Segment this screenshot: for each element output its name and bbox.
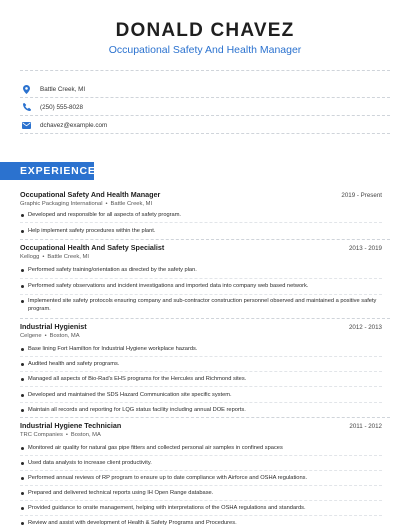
bullet-divider — [20, 294, 382, 295]
job-dates: 2011 - 2012 — [349, 423, 382, 430]
job-company-line: TRC Companies • Boston, MA — [20, 432, 101, 438]
bullet-divider — [20, 278, 382, 279]
location-text: Battle Creek, MI — [40, 85, 86, 93]
list-item: Prepared and delivered technical reports using IH Open Range database. — [28, 490, 382, 498]
bullet-divider — [20, 371, 382, 372]
job-company-line: Kellogg • Battle Creek, MI — [20, 254, 89, 260]
list-item: Help implement safety procedures within the plant. — [28, 228, 382, 236]
job-entry — [20, 421, 382, 526]
job-entry — [20, 243, 382, 312]
job-entry — [20, 322, 382, 413]
job-title: Industrial Hygienist — [20, 322, 87, 331]
list-item: Developed and maintained the SDS Hazard Communication site specific system. — [28, 392, 382, 400]
contact-divider — [20, 97, 390, 98]
email-text: dchavez@example.com — [40, 121, 108, 129]
job-dates: 2012 - 2013 — [348, 324, 382, 331]
job-location: Battle Creek, MI — [110, 201, 153, 207]
section-heading-experience — [0, 162, 94, 180]
contact-phone — [22, 101, 83, 113]
section-heading-label: EXPERIENCE — [20, 165, 96, 177]
list-item: Performed safety observations and incident investigations and imported data into company web based network. — [28, 283, 382, 291]
bullet-divider — [20, 455, 382, 456]
job-title: Occupational Health And Safety Specialist — [20, 243, 165, 252]
job-company: Graphic Packaging International — [20, 201, 103, 207]
list-item: Provided guidance to onsite management, helping with interpretations of the OSHA regulations and standards. — [28, 505, 382, 513]
list-item: Managed all aspects of Bio-Rad's EHS programs for the Hercules and Richmond sites. — [28, 376, 382, 384]
contact-email — [22, 119, 107, 131]
bullet-divider — [20, 500, 382, 501]
bullet-divider — [20, 386, 382, 387]
phone-icon — [22, 103, 31, 112]
list-item: Performed safety training/orientation as directed by the safety plan. — [28, 267, 382, 275]
job-entry — [20, 190, 382, 234]
job-company: Celgene — [20, 333, 42, 339]
job-divider — [20, 239, 390, 240]
bullet-divider — [20, 470, 382, 471]
bullet-divider — [20, 222, 382, 223]
job-dates: 2013 - 2019 — [348, 245, 382, 252]
contact-divider — [20, 115, 390, 116]
bullet-divider — [20, 402, 382, 403]
resume-header — [0, 0, 410, 56]
candidate-title: Occupational Safety And Health Manager — [108, 44, 302, 56]
job-divider — [20, 417, 390, 418]
list-item: Review and assist with development of Health & Safety Programs and Procedures. — [28, 520, 382, 528]
list-item: Maintain all records and reporting for LQG status facility including annual DOE reports. — [28, 407, 382, 415]
job-location: Boston, MA — [49, 333, 80, 339]
list-item: Developed and responsible for all aspects of safety program. — [28, 212, 382, 220]
job-company: Kellogg — [20, 254, 40, 260]
phone-text: (250) 555-8028 — [40, 103, 84, 111]
job-title: Industrial Hygiene Technician — [20, 421, 122, 430]
envelope-icon — [22, 121, 31, 130]
bullet-divider — [20, 515, 382, 516]
list-item: Audited health and safety programs. — [28, 361, 382, 369]
list-item: Used data analysis to increase client productivity. — [28, 460, 382, 468]
map-pin-icon — [22, 85, 31, 94]
list-item: Implemented site safety protocols ensuring company and sub-contractor construction personnel observed and maintained a positive safety program. — [28, 298, 382, 313]
list-item: Monitored air quality for natural gas pipe fitters and collected personal air samples in confined spaces — [28, 445, 382, 453]
job-dates: 2019 - Present — [341, 192, 382, 199]
contact-location — [22, 83, 85, 95]
list-item: Base lining Fort Hamilton for Industrial Hygiene workplace hazards. — [28, 346, 382, 354]
job-company-line: Graphic Packaging International • Battle Creek, MI — [20, 201, 153, 207]
job-company: TRC Companies — [20, 432, 63, 438]
header-divider — [20, 70, 390, 71]
job-location: Boston, MA — [70, 432, 101, 438]
job-divider — [20, 318, 390, 319]
contact-divider — [20, 133, 390, 134]
list-item: Performed annual reviews of RP program to ensure up to date compliance with Airforce and OSHA regulations. — [28, 475, 382, 483]
bullet-divider — [20, 485, 382, 486]
job-title: Occupational Safety And Health Manager — [20, 190, 161, 199]
job-company-line: Celgene • Boston, MA — [20, 333, 80, 339]
bullet-divider — [20, 356, 382, 357]
job-location: Battle Creek, MI — [47, 254, 89, 260]
candidate-name: DONALD CHAVEZ — [115, 20, 295, 41]
